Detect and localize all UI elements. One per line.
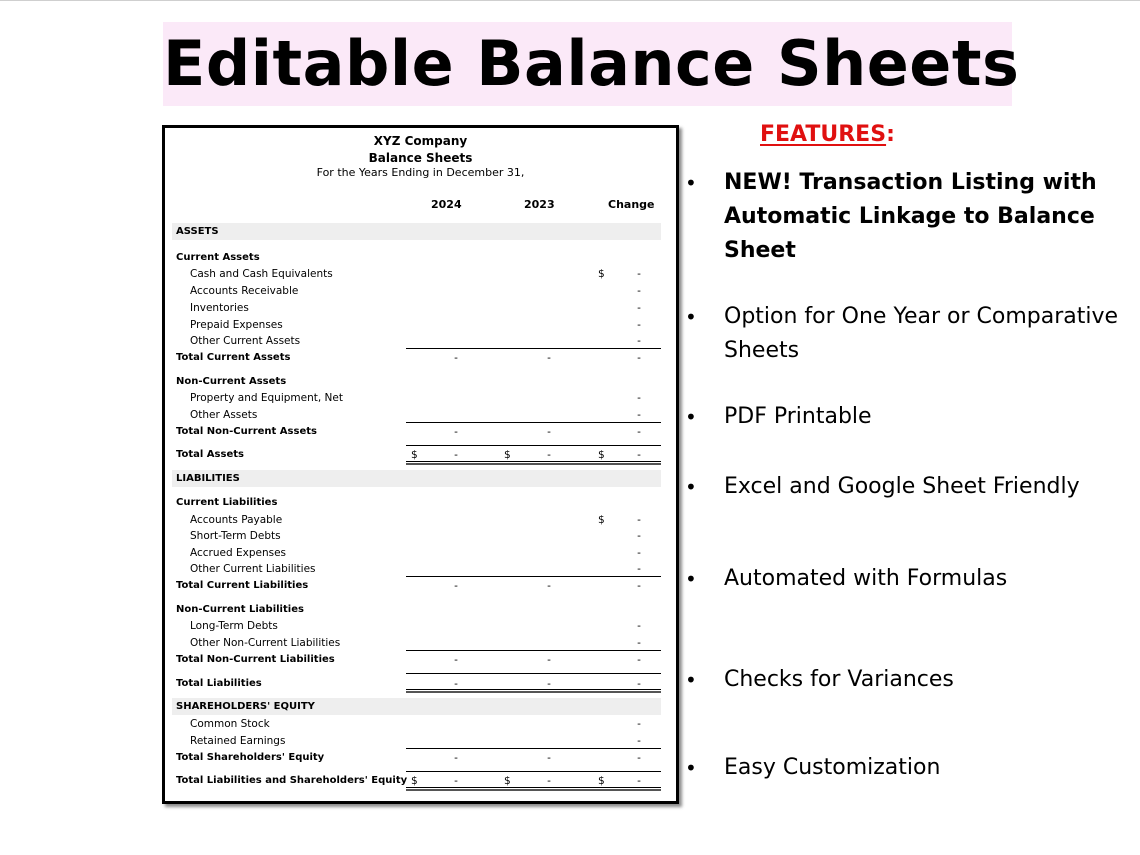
bullet-icon: •	[685, 171, 697, 195]
top-divider	[0, 0, 1140, 1]
list-item: Other Non-Current Liabilities -	[190, 637, 641, 649]
list-item: Cash and Cash Equivalents $ -	[190, 268, 641, 280]
company-name: XYZ Company	[373, 134, 468, 148]
page-title: Editable Balance Sheets	[163, 27, 1020, 100]
list-item: Short-Term Debts -	[190, 530, 641, 542]
total-current-assets: Total Current Assets - - -	[176, 352, 641, 364]
list-item: Accounts Receivable -	[190, 285, 641, 297]
list-item: Accrued Expenses -	[190, 547, 641, 559]
list-item: Prepaid Expenses -	[190, 319, 641, 331]
total-noncurrent-liabilities: Total Non-Current Liabilities - - -	[176, 654, 641, 666]
bullet-icon: •	[685, 305, 697, 329]
double-rule	[406, 461, 661, 465]
subtotal-rule	[406, 650, 661, 651]
double-rule	[406, 689, 661, 693]
list-item: Other Assets -	[190, 409, 641, 421]
subtotal-rule	[406, 576, 661, 577]
equity-band	[172, 698, 661, 715]
equity-header: SHAREHOLDERS' EQUITY	[176, 701, 315, 712]
total-current-liabilities: Total Current Liabilities - - -	[176, 580, 641, 592]
column-2023: 2023	[524, 198, 555, 211]
bullet-icon: •	[685, 405, 697, 429]
total-rule	[406, 673, 661, 674]
balance-sheet-preview	[162, 125, 679, 804]
liabilities-header: LIABILITIES	[176, 473, 240, 484]
sheet-title: Balance Sheets	[368, 151, 473, 165]
total-rule	[406, 445, 661, 446]
current-liabilities-head: Current Liabilities	[176, 497, 278, 508]
bullet-icon: •	[685, 475, 697, 499]
list-item: Other Current Assets -	[190, 335, 641, 347]
liabilities-band	[172, 470, 661, 487]
sheet-subtitle: For the Years Ending in December 31,	[316, 166, 525, 179]
list-item: Common Stock -	[190, 718, 641, 730]
subtotal-rule	[406, 748, 661, 749]
noncurrent-assets-head: Non-Current Assets	[176, 376, 287, 387]
subtotal-rule	[406, 348, 661, 349]
double-rule	[406, 787, 661, 791]
list-item: Accounts Payable $ -	[190, 514, 641, 526]
total-liabilities: Total Liabilities - - -	[176, 678, 641, 690]
total-shareholders-equity: Total Shareholders' Equity - - -	[176, 752, 641, 764]
assets-header: ASSETS	[176, 226, 219, 237]
list-item: Other Current Liabilities -	[190, 563, 641, 575]
total-noncurrent-assets: Total Non-Current Assets - - -	[176, 426, 641, 438]
bullet-icon: •	[685, 567, 697, 591]
bullet-icon: •	[685, 756, 697, 780]
subtotal-rule	[406, 422, 661, 423]
column-2024: 2024	[431, 198, 462, 211]
column-change: Change	[608, 198, 655, 211]
list-item: Property and Equipment, Net -	[190, 392, 641, 404]
list-item: Retained Earnings -	[190, 735, 641, 747]
total-rule	[406, 771, 661, 772]
total-assets: Total Assets $ - $ - $ -	[176, 449, 641, 461]
bullet-icon: •	[685, 668, 697, 692]
feature-item: • NEW! Transaction Listing with Automatic Linkage to Balance Sheet	[685, 166, 1140, 268]
noncurrent-liabilities-head: Non-Current Liabilities	[176, 604, 304, 615]
list-item: Inventories -	[190, 302, 641, 314]
features-heading: FEATURES:	[760, 122, 895, 147]
current-assets-head: Current Assets	[176, 252, 260, 263]
assets-band	[172, 223, 661, 240]
list-item: Long-Term Debts -	[190, 620, 641, 632]
total-liabilities-and-equity: Total Liabilities and Shareholders' Equity $ - $ - $ -	[176, 775, 641, 787]
